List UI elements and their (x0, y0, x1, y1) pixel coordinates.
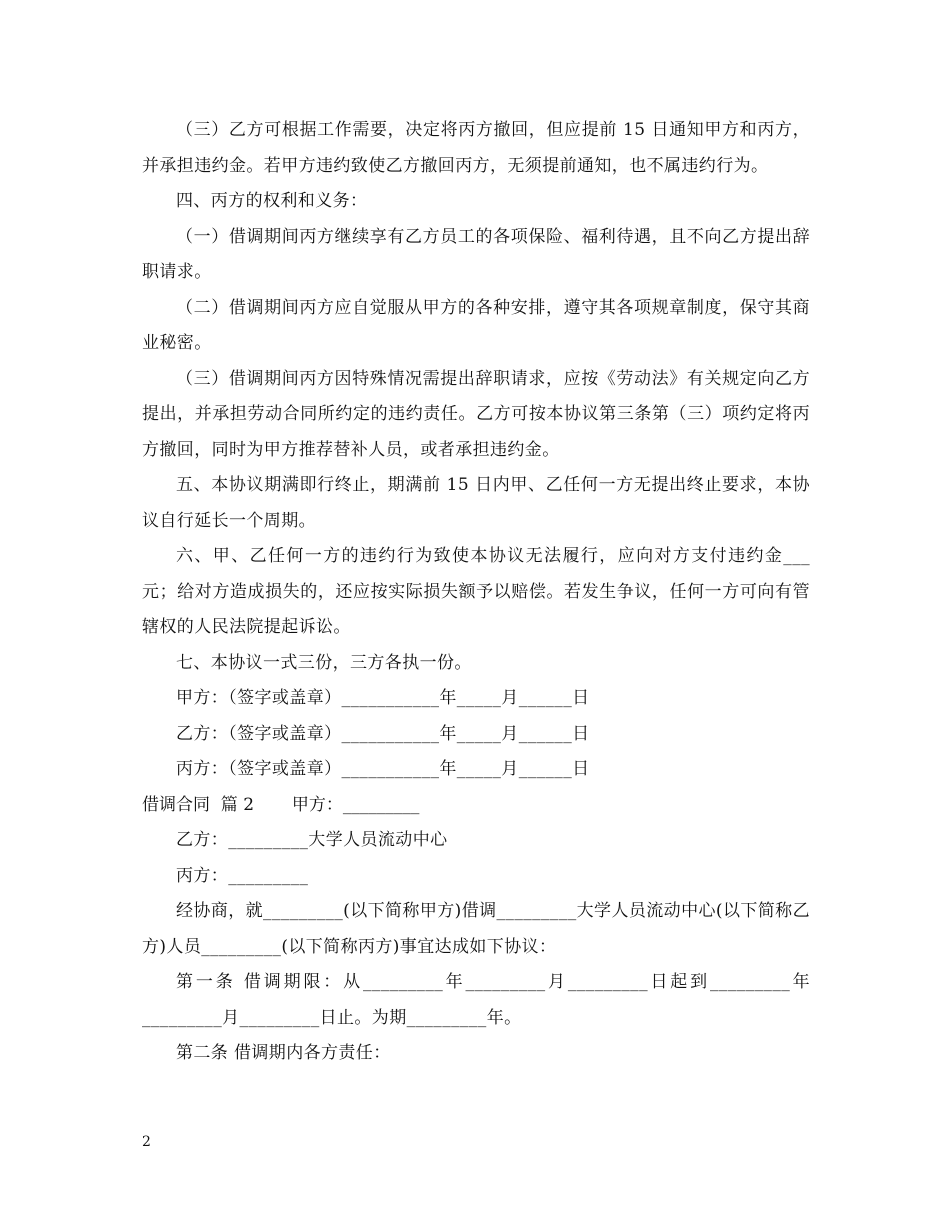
clause-4-2: （二）借调期间丙方应自觉服从甲方的各种安排，遵守其各项规章制度，保守其商业秘密。 (142, 297, 810, 353)
clause-4-3: （三）借调期间丙方因特殊情况需提出辞职请求，应按《劳动法》有关规定向乙方提出，并承担劳动合同所约定的违约责任。乙方可按本协议第三条第（三）项约定将丙方撤回，同时为甲方推荐替补人员，或者承担违约金。 (142, 368, 810, 460)
contract-2-party-b: 乙方：_________大学人员流动中心 (176, 830, 448, 850)
contract-2-party-c: 丙方：_________ (176, 865, 309, 886)
signature-party-c: 丙方：（签字或盖章）___________年_____月______日 (176, 759, 590, 779)
section-4-heading: 四、丙方的权利和义务： (176, 191, 368, 211)
document-page (142, 113, 810, 1072)
page-number: 2 (142, 1134, 151, 1150)
contract-2-heading: 借调合同 篇 2 甲方：_________ (142, 794, 420, 815)
signature-party-a: 甲方：（签字或盖章）___________年_____月______日 (176, 688, 590, 708)
section-6: 六、甲、乙任何一方的违约行为致使本协议无法履行，应向对方支付违约金___元；给对方造成损失的，还应按实际损失额予以赔偿。若发生争议，任何一方可向有管辖权的人民法院提起诉讼。 (142, 546, 810, 637)
section-5: 五、本协议期满即行终止，期满前 15 日内甲、乙任何一方无提出终止要求，本协议自行延长一个周期。 (142, 475, 810, 531)
clause-3-3: （三）乙方可根据工作需要，决定将丙方撤回，但应提前 15 日通知甲方和丙方，并承担违约金。若甲方违约致使乙方撤回丙方，无须提前通知，也不属违约行为。 (142, 120, 810, 176)
contract-2-article-2: 第二条 借调期内各方责任： (176, 1043, 391, 1063)
clause-4-1: （一）借调期间丙方继续享有乙方员工的各项保险、福利待遇，且不向乙方提出辞职请求。 (142, 226, 810, 282)
contract-2-article-1: 第一条 借调期限：从_________年_________月_________日起到_________年_________月_________日止。为期_________年。 (142, 972, 810, 1028)
contract-2-intro: 经协商，就_________(以下简称甲方)借调_________大学人员流动中心(以下简称乙方)人员_________(以下简称丙方)事宜达成如下协议： (142, 901, 810, 957)
signature-party-b: 乙方：（签字或盖章）___________年_____月______日 (176, 723, 590, 744)
section-7: 七、本协议一式三份，三方各执一份。 (176, 652, 472, 673)
